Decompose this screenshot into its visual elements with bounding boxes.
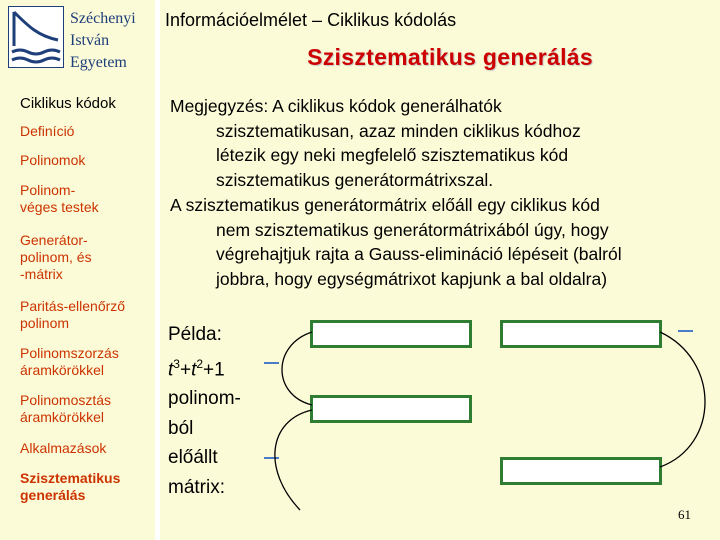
note-line-4: szisztematikus generátormátrixszal.: [216, 169, 494, 190]
explanation-line-4: jobbra, hogy egységmátrixot kapjunk a bal oldalra): [216, 268, 608, 289]
sidebar-item-definicio[interactable]: Definíció: [20, 123, 75, 139]
note-line-1: Megjegyzés: A ciklikus kódok generálhatók: [170, 96, 502, 116]
sidebar-item-szisztematikus-generalas[interactable]: Szisztematikus generálás: [20, 470, 121, 503]
explanation-line-2: nem szisztematikus generátormátrixából úgy, hogy: [216, 219, 609, 240]
example-word-4: mátrix:: [168, 476, 225, 498]
sidebar-heading: Ciklikus kódok: [20, 95, 116, 112]
poly-t2: t: [191, 358, 197, 380]
example-word-3: előállt: [168, 447, 218, 469]
explanation-line-3: végrehajtjuk rajta a Gauss-elimináció lépéseit (balról: [216, 244, 622, 264]
university-name-line2: István: [70, 32, 110, 49]
sidebar-item-alkalmazasok[interactable]: Alkalmazások: [20, 440, 107, 456]
sidebar-item-polinomok[interactable]: Polinomok: [20, 152, 86, 168]
row-arc-right: [660, 332, 705, 467]
university-name-line1: Széchenyi: [70, 10, 136, 27]
sidebar-item-paritas-ellenorzo[interactable]: Paritás-ellenőrző polinom: [20, 298, 126, 331]
sidebar-item-polinomosztas[interactable]: Polinomosztás áramkörökkel: [20, 392, 112, 425]
poly-plus: +: [179, 358, 192, 380]
sidebar-item-polinom-veges-testek[interactable]: Polinom- véges testek: [20, 182, 99, 215]
poly-exp2: 2: [196, 356, 204, 371]
row-arc-left-lower: [275, 410, 312, 510]
note-line-3: létezik egy neki megfelelő szisztematikus kód: [216, 145, 569, 165]
poly-rest: +1: [203, 358, 225, 380]
sidebar-item-generatorpolinom[interactable]: Generátor- polinom, és -mátrix: [20, 232, 92, 282]
page-number: 61: [678, 507, 691, 522]
page-title: Információelmélet – Ciklikus kódolás: [165, 10, 457, 30]
poly-t1: t: [168, 358, 174, 380]
note-line-2: szisztematikusan, azaz minden ciklikus kódhoz: [216, 120, 581, 141]
slide-subtitle: Szisztematikus generálás: [307, 44, 593, 70]
example-word-2: ból: [168, 417, 194, 439]
sidebar-item-polinomszorzas[interactable]: Polinomszorzás áramkörökkel: [20, 345, 119, 378]
row-arc-left-upper: [282, 332, 312, 405]
university-name-line3: Egyetem: [70, 54, 127, 71]
example-word-1: polinom-: [168, 388, 241, 410]
example-label: Példa:: [168, 324, 222, 345]
poly-exp1: 3: [173, 356, 180, 371]
explanation-line-1: A szisztematikus generátormátrix előáll egy ciklikus kód: [170, 195, 600, 215]
